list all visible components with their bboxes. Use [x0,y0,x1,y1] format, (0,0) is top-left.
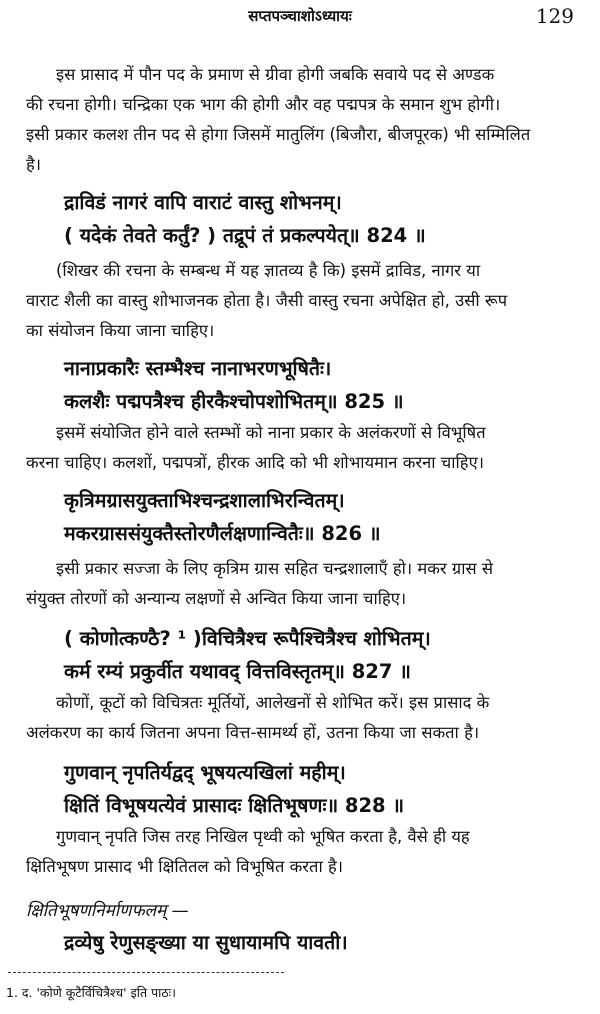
verse-line: गुणवान् नृपतिर्यद्वद् भूषयत्यखिलां महीम्। [64,761,346,784]
running-title: सप्तपञ्चाशोऽध्यायः [248,7,352,25]
verse-line: मकरग्राससंयुक्तैस्तोरणैर्लक्षणान्वितैः॥ 826 ॥ [64,522,381,545]
commentary-paragraph [26,554,582,614]
text-line: इसी प्रकार सज्जा के लिए कृत्रिम ग्रास सहित चन्द्रशालाएँ हो। मकर ग्रास से [56,559,494,578]
sanskrit-verse-829 [64,926,584,959]
sanskrit-verse-824 [64,186,584,252]
text-line: (शिखर की रचना के सम्बन्ध में यह ज्ञातव्य है कि) इसमें द्राविड, नागर या [56,261,481,280]
text-line: इसी प्रकार कलश तीन पद से होगा जिसमें मातुलिंग (बिजौरा, बीजपूरक) भी सम्मिलित [26,125,531,144]
verse-line: कृत्रिमग्रासयुक्ताभिश्चन्द्रशालाभिरन्वितम्। [64,489,345,512]
verse-line: कलशैः पद्मपत्रैश्च हीरकैश्चोपशोभितम्॥ 825 ॥ [64,390,404,413]
verse-line: कर्म रम्यं प्रकुर्वीत यथावद् वित्तविस्तृतम्॥ 827 ॥ [64,660,411,683]
sanskrit-verse-825 [64,352,584,418]
commentary-paragraph [26,256,582,346]
page-number: 129 [535,4,574,28]
commentary-paragraph [26,822,582,882]
commentary-paragraph [26,418,582,478]
verse-line: द्रव्येषु रेणुसङ्ख्या या सुधायामपि यावती। [64,931,348,954]
text-line: वाराट शैली का वास्तु शोभाजनक होता है। जैसी वास्तु रचना अपेक्षित हो, उसी रूप [26,291,508,310]
text-line: गुणवान् नृपति जिस तरह निखिल पृथ्वी को भूषित करता है, वैसे ही यह [56,827,470,846]
footnote-separator [8,972,284,973]
text-line: क्षितिभूषण प्रासाद भी क्षितितल को विभूषित करता है। [26,857,343,876]
text-line: इसमें संयोजित होने वाले स्तम्भों को नाना प्रकार के अलंकरणों से विभूषित [56,423,486,442]
text-line: संयुक्त तोरणों को अन्यान्य लक्षणों से अन्वित किया जाना चाहिए। [26,589,407,608]
footnote: 1. द. 'कोणे कूटैर्विचित्रैश्च' इति पाठः। [6,985,176,1000]
text-line: है। [26,155,42,174]
text-line: करना चाहिए। कलशों, पद्मपत्रों, हीरक आदि को भी शोभायमान करना चाहिए। [26,453,484,472]
verse-line: ( यदेकं तेवते कर्तुं? ) तद्रूपं तं प्रकल्पयेत्॥ 824 ॥ [64,224,426,247]
text-line: इस प्रासाद में पौन पद के प्रमाण से ग्रीवा होगी जबकि सवाये पद से अण्डक [56,65,495,84]
sanskrit-verse-827 [64,622,584,688]
text-line: अलंकरण का कार्य जितना अपना वित्त-सामर्थ्य हों, उतना किया जा सकता है। [26,723,480,742]
verse-line: ( कोणोत्कण्ठै? ¹ )विचित्रैश्च रूपैश्चित्रैश्च शोभितम्। [64,627,431,650]
sanskrit-verse-826 [64,484,584,550]
text-line: की रचना होगी। चन्द्रिका एक भाग की होगी और वह पद्मपत्र के समान शुभ होगी। [26,95,501,114]
verse-line: क्षितिं विभूषयत्येवं प्रासादः क्षितिभूषणः॥ 828 ॥ [64,794,405,817]
verse-line: द्राविडं नागरं वापि वाराटं वास्तु शोभनम्। [64,191,342,214]
page-header [0,4,600,32]
commentary-paragraph [26,688,582,748]
commentary-paragraph [26,60,582,180]
section-heading: क्षितिभूषणनिर्माणफलम् — [26,901,189,921]
text-line: कोणों, कूटों को विचित्रतः मूर्तियों, आलेखनों से शोभित करें। इस प्रासाद के [56,693,490,712]
verse-line: नानाप्रकारैः स्तम्भैश्च नानाभरणभूषितैः। [64,357,332,380]
text-line: का संयोजन किया जाना चाहिए। [26,321,215,340]
sanskrit-verse-828 [64,756,584,822]
